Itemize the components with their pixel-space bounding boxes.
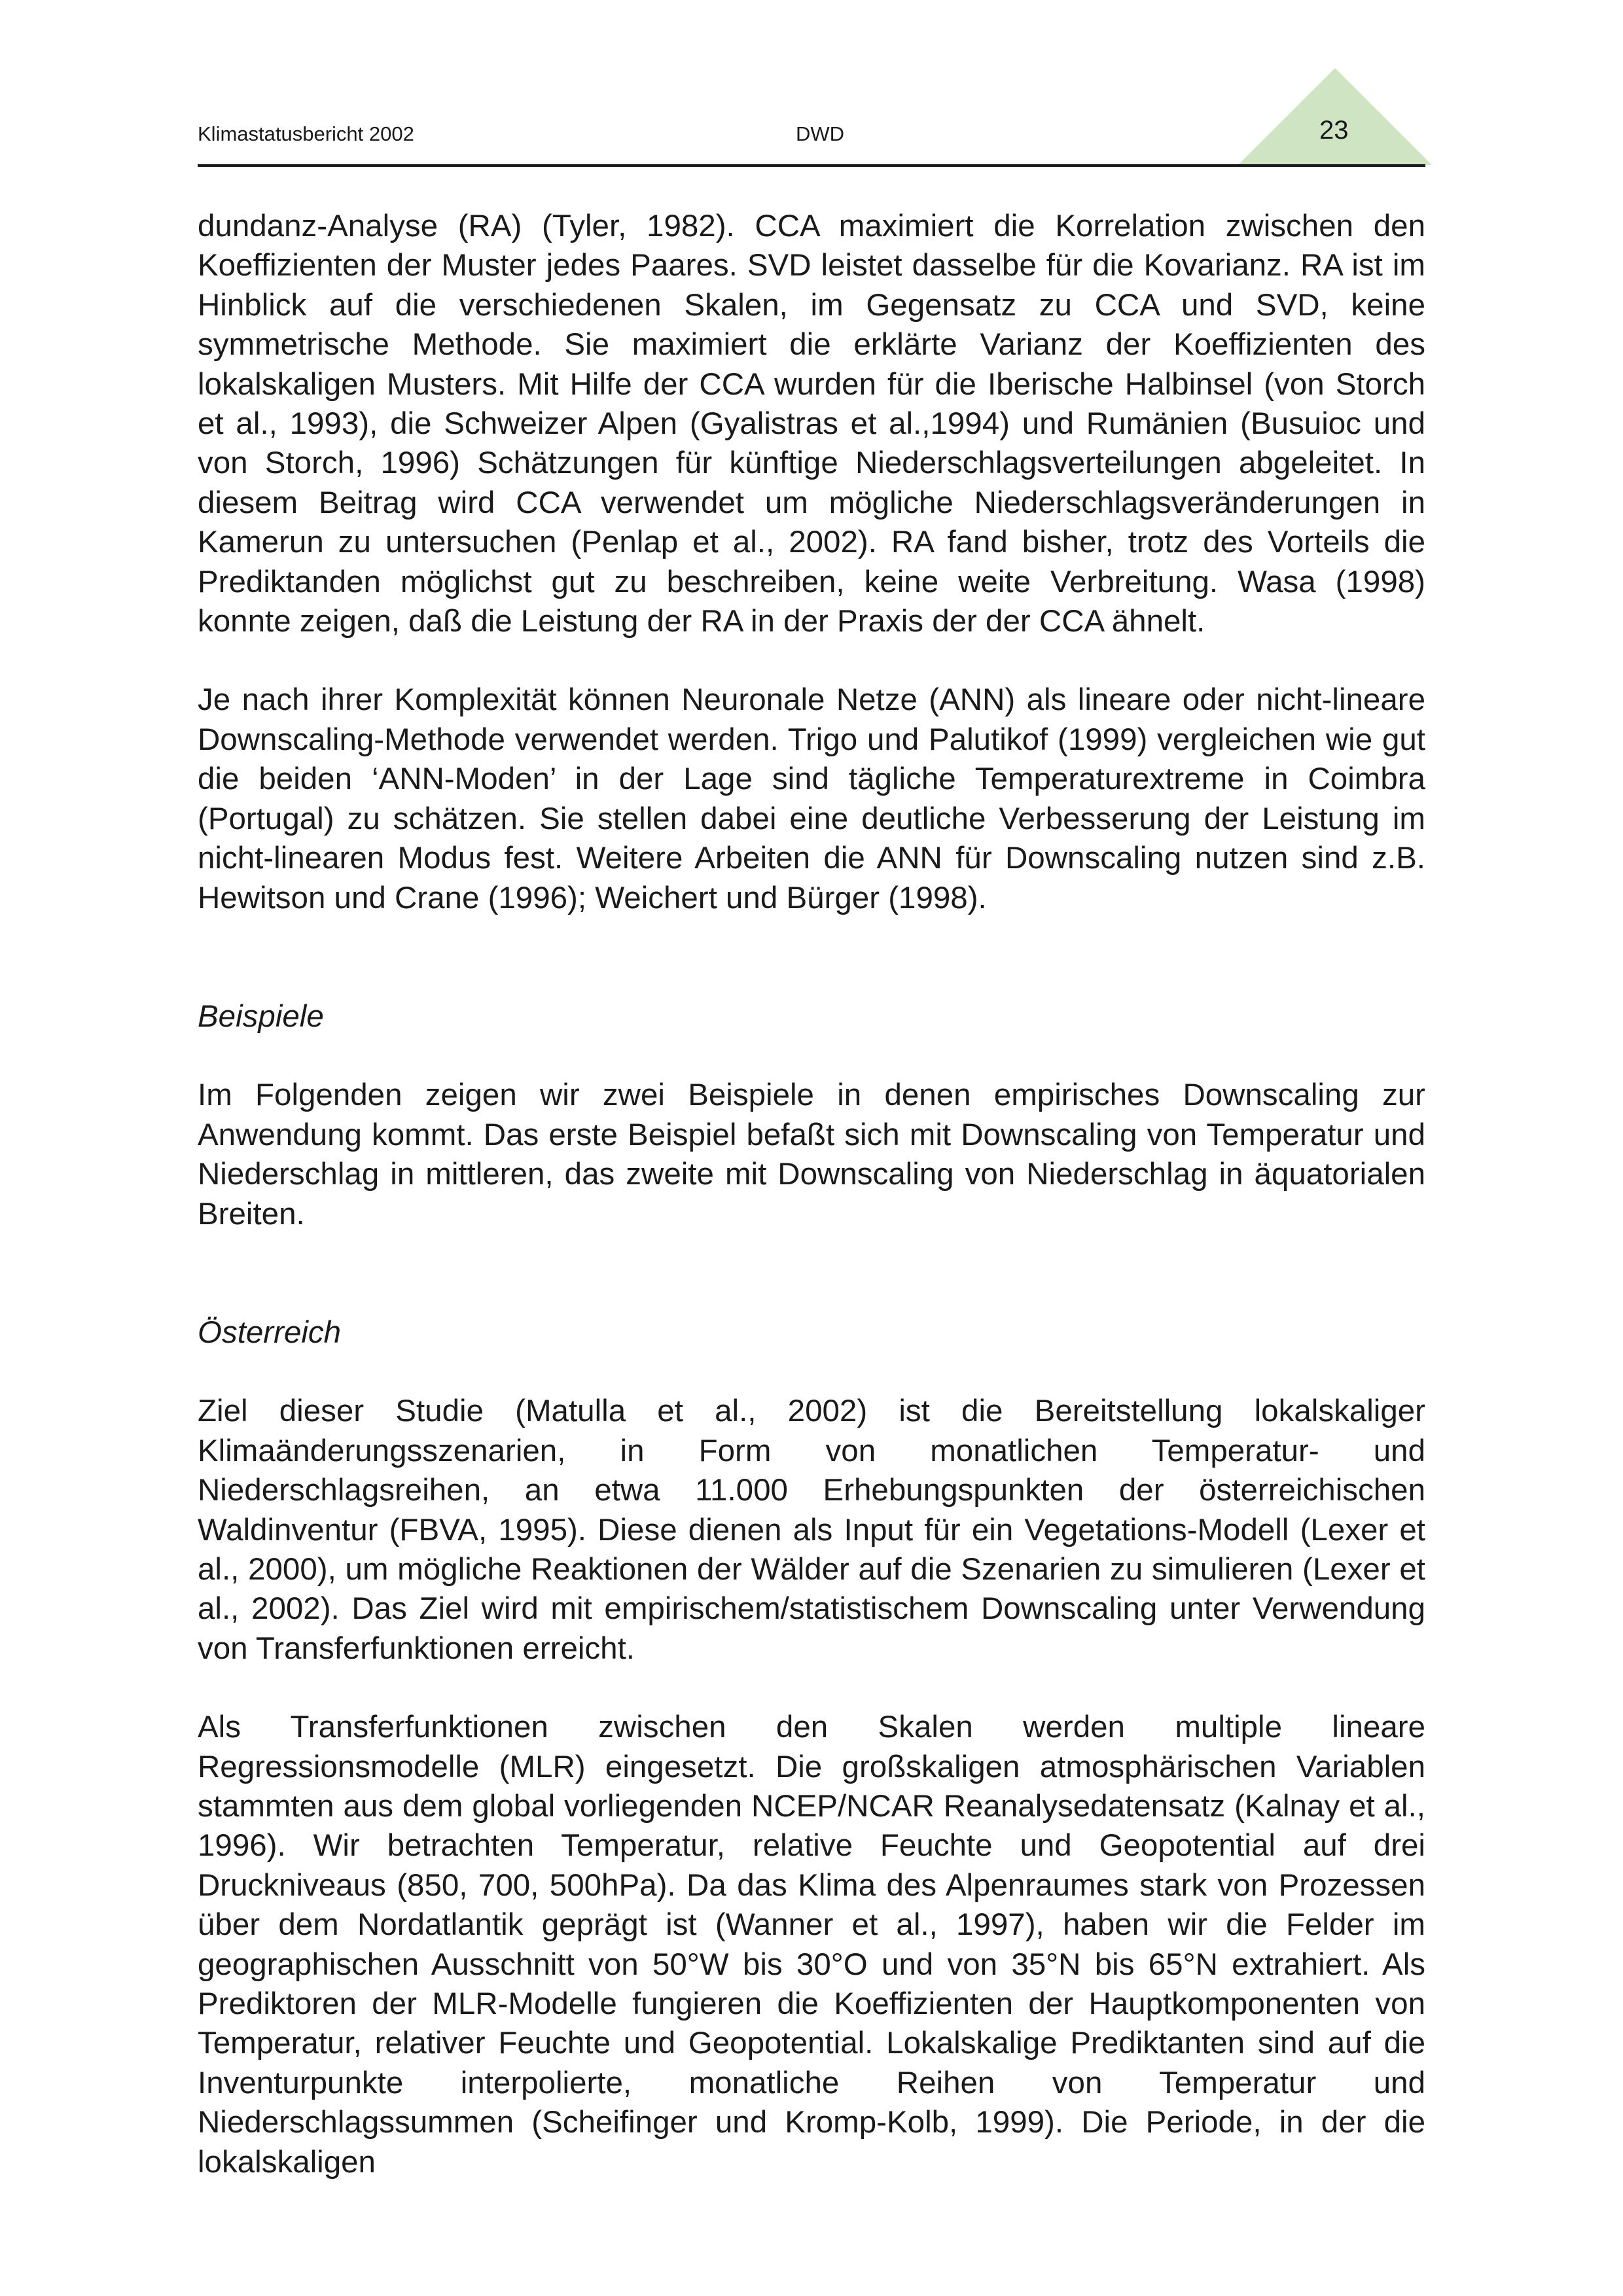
publisher-label: DWD — [796, 122, 845, 145]
header-rule — [198, 164, 1425, 167]
paragraph-beispiele: Im Folgenden zeigen wir zwei Beispiele in denen empirisches Downscaling zur Anwendung kommt. Das erste Beispiel befaßt sich mit Downscaling von Temperatur und Niederschlag in mittleren, das zweite mit Downscaling von Niederschlag in äquatorialen Breiten. — [198, 1078, 1425, 1231]
section-heading-oesterreich: Österreich — [198, 1315, 342, 1350]
page-number: 23 — [1319, 116, 1349, 145]
paragraph-ann: Je nach ihrer Komplexität können Neuronale Netze (ANN) als lineare oder nicht-lineare Downscaling-Methode verwendet werden. Trigo und Palutikof (1999) vergleichen wie gut die beiden ‘ANN-Moden’ in der Lage sind tägliche Temperaturextreme in Coimbra (Portugal) zu schätzen. Sie stellen dabei eine deutliche Verbesserung der Leistung im nicht-linearen Modus fest. Weitere Arbeiten die ANN für Downscaling nutzen sind z.B. Hewitson und Crane (1996); Weichert und Bürger (1998). — [198, 682, 1425, 915]
paragraph-studie: Ziel dieser Studie (Matulla et al., 2002) ist die Bereitstellung lokalskaliger Klimaänderungsszenarien, in Form von monatlichen Temperatur- und Niederschlagsreihen, an etwa 11.000 Erhebungspunkten der österreichischen Waldinventur (FBVA, 1995). Diese dienen als Input für ein Vegetations-Modell (Lexer et al., 2000), um mögliche Reaktionen der Wälder auf die Szenarien zu simulieren (Lexer et al., 2002). Das Ziel wird mit empirischem/statistischem Downscaling unter Verwendung von Transferfunktionen erreicht. — [198, 1394, 1425, 1666]
paragraph-ra-cca: dundanz-Analyse (RA) (Tyler, 1982). CCA maximiert die Korrelation zwischen den Koeffizienten der Muster jedes Paares. SVD leistet dasselbe für die Kovarianz. RA ist im Hinblick auf die verschiedenen Skalen, im Gegensatz zu CCA und SVD, keine symmetrische Methode. Sie maximiert die erklärte Varianz der Koeffizienten des lokalskaligen Musters. Mit Hilfe der CCA wurden für die Iberische Halbinsel (von Storch et al., 1993), die Schweizer Alpen (Gyalistras et al.,1994) und Rumänien (Busuioc und von Storch, 1996) Schätzungen für künftige Niederschlagsverteilungen abgeleitet. In diesem Beitrag wird CCA verwendet um mögliche Niederschlagsveränderungen in Kamerun zu untersuchen (Penlap et al., 2002). RA fand bisher, trotz des Vorteils die Prediktanden möglichst gut zu beschreiben, keine weite Verbreitung. Wasa (1998) konnte zeigen, daß die Leistung der RA in der Praxis der der CCA ähnelt. — [198, 209, 1425, 639]
page-body — [198, 207, 1425, 2182]
section-heading-beispiele: Beispiele — [198, 998, 324, 1034]
paragraph-transferfunktionen: Als Transferfunktionen zwischen den Skalen werden multiple lineare Regressionsmodelle (MLR) eingesetzt. Die großskaligen atmosphärischen Variablen stammten aus dem global vorliegenden NCEP/NCAR Reanalysedatensatz (Kalnay et al., 1996). Wir betrachten Temperatur, relative Feuchte und Geopotential auf drei Druckniveaus (850, 700, 500hPa). Da das Klima des Alpenraumes stark von Prozessen über dem Nordatlantik geprägt ist (Wanner et al., 1997), haben wir die Felder im geographischen Ausschnitt von 50°W bis 30°O und von 35°N bis 65°N extrahiert. Als Prediktoren der MLR-Modelle fungieren die Koeffizienten der Hauptkomponenten von Temperatur, relativer Feuchte und Geopotential. Lokalskalige Prediktanten sind auf die Inventurpunkte interpolierte, monatliche Reihen von Temperatur und Niederschlagssummen (Scheifinger und Kromp-Kolb, 1999). Die Periode, in der die lokalskaligen — [198, 1710, 1425, 2180]
report-title: Klimastatusbericht 2002 — [198, 122, 414, 145]
